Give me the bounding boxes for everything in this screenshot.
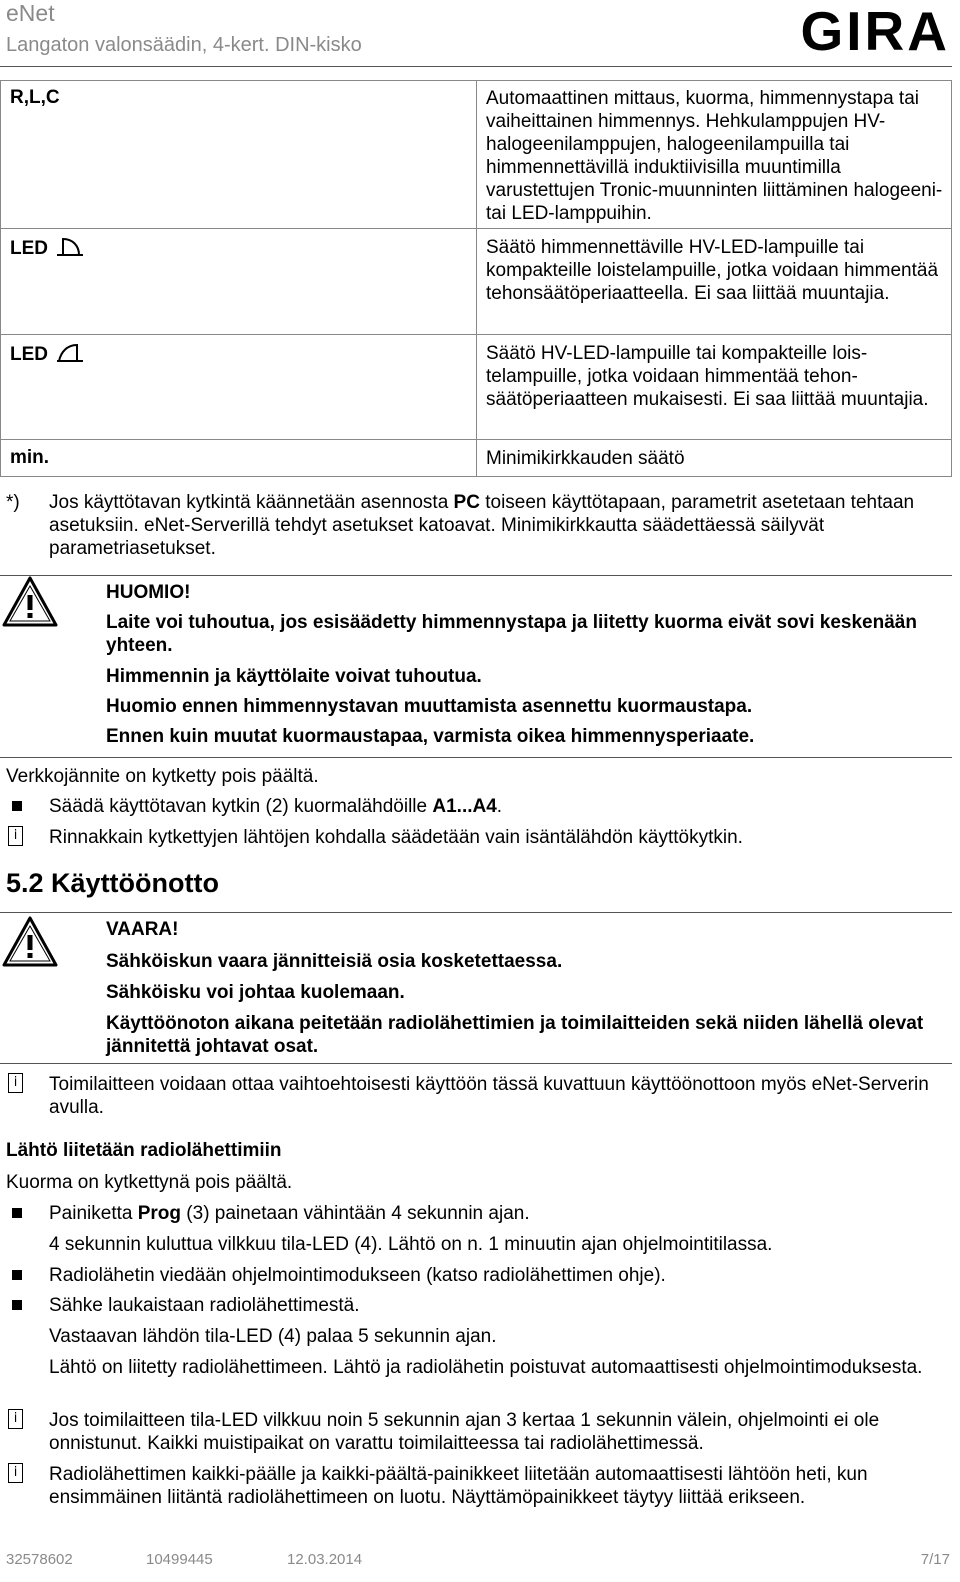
led-label: LED bbox=[10, 238, 48, 259]
step-text bbox=[49, 795, 502, 818]
subsection-heading: Lähtö liitetään radiolähettimiin bbox=[6, 1140, 282, 1161]
warning-triangle-icon bbox=[2, 916, 58, 968]
step-text-pre: Säädä käyttötavan kytkin (2) kuormalähdöille bbox=[49, 796, 433, 817]
footnote-text bbox=[49, 491, 949, 560]
step-text-bold: A1...A4 bbox=[432, 796, 497, 817]
square-bullet-icon bbox=[12, 801, 22, 811]
warning-line: Sähköisku voi johtaa kuolemaan. bbox=[106, 982, 405, 1003]
step-result: Lähtö on liitetty radiolähettimeen. Lähtö ja radiolähetin poistuvat automaattisesti ohjelmointimoduksesta. bbox=[49, 1357, 923, 1378]
table-row-description: Säätö himmennettäville HV-LED-lampuille tai kompakteille loistelampuille, jotka voidaan himmentää tehonsäätöperiaatteella. Ei saa liittää muuntajia. bbox=[486, 237, 939, 304]
info-i-icon: i bbox=[8, 826, 23, 846]
step-text-bold: Prog bbox=[137, 1203, 182, 1224]
square-bullet-icon bbox=[12, 1208, 22, 1218]
footnote-text-pre: Jos käyttötavan kytkintä käännetään asennosta bbox=[49, 492, 454, 513]
info-i-icon: i bbox=[8, 1463, 23, 1483]
square-bullet-icon bbox=[12, 1300, 22, 1310]
footnote-marker: *) bbox=[6, 492, 20, 513]
table-left-border bbox=[0, 80, 1, 477]
footer-page-number: 7/17 bbox=[920, 1551, 950, 1568]
step-text-post: . bbox=[496, 796, 503, 817]
step-text-post: (3) painetaan vähintään 4 sekunnin ajan. bbox=[181, 1203, 530, 1224]
document-title: eNet bbox=[6, 0, 55, 26]
table-row-description: Säätö HV-LED-lampuille tai kompakteille loistelampuille, jotka voidaan himmentää tehonsäätöperiaatteen mukaisesti. Ei saa liittää muuntajia. bbox=[486, 343, 929, 410]
info-text: Rinnakkain kytkettyjen lähtöjen kohdalla säädetään vain isäntälähdön käyttökytkin. bbox=[49, 827, 743, 848]
step-text: Radiolähetin viedään ohjelmointimodukseen (katso radiolähettimen ohje). bbox=[49, 1265, 666, 1286]
warning-triangle-icon bbox=[2, 576, 58, 628]
step-text: Sähke laukaistaan radiolähettimestä. bbox=[49, 1295, 360, 1316]
step-text bbox=[49, 1202, 530, 1225]
document-subtitle: Langaton valonsäädin, 4-kert. DIN-kisko bbox=[6, 34, 362, 56]
led-label: LED bbox=[10, 344, 48, 365]
brand-logo: GIRA bbox=[800, 0, 950, 62]
section-heading: 5.2 Käyttöönotto bbox=[6, 868, 219, 898]
warning-line: Sähköiskun vaara jännitteisiä osia kosketettaessa. bbox=[106, 951, 563, 972]
step-text-pre: Painiketta bbox=[49, 1203, 138, 1224]
square-bullet-icon bbox=[12, 1270, 22, 1280]
warning-line: Huomio ennen himmennystavan muuttamista asennettu kuormaustapa. bbox=[106, 696, 753, 717]
table-row-label: min. bbox=[10, 447, 50, 468]
warning-top-rule bbox=[0, 575, 952, 576]
table-row-description: Minimikirkkauden säätö bbox=[486, 448, 685, 469]
warning-line: Käyttöönoton aikana peitetään radiolähettimien ja toimilaitteiden sekä niiden lähellä olevat jännitettä johtavat osat. bbox=[106, 1013, 924, 1057]
footer-doc-number: 32578602 bbox=[6, 1551, 73, 1568]
info-text: Toimilaitteen voidaan ottaa vaihtoehtoisesti käyttöön tässä kuvattuun käyttöönottoon myös eNet-Serverin avulla. bbox=[49, 1074, 929, 1118]
table-row-description: Automaattinen mittaus, kuorma, himmennystapa tai vaiheittainen himmennys. Hehkulamppujen HV-halogeenilamppujen, halogeenilampuilla tai himmennettävillä induktiivisilla muuntimilla varustettujen Tronic-muunninten liittäminen halogeeni- tai LED-lamppuihin. bbox=[486, 88, 943, 224]
step-result: 4 sekunnin kuluttua vilkkuu tila-LED (4). Lähtö on n. 1 minuutin ajan ohjelmointitilassa. bbox=[49, 1234, 773, 1255]
warning-bottom-rule bbox=[0, 757, 952, 758]
table-row-label bbox=[10, 342, 85, 366]
info-text: Radiolähettimen kaikki-päälle ja kaikki-päältä-painikkeet liitetään automaattisesti lähtöön heti, kun ensimmäinen liitäntä radiolähettimeen on luotu. Näyttämöpainikkeet täytyy liittää erikseen. bbox=[49, 1464, 868, 1508]
warning-line: Ennen kuin muutat kuormaustapaa, varmista oikea himmennysperiaate. bbox=[106, 726, 755, 747]
precondition-text: Verkkojännite on kytketty pois päältä. bbox=[6, 766, 319, 787]
step-result: Vastaavan lähdön tila-LED (4) palaa 5 sekunnin ajan. bbox=[49, 1326, 497, 1347]
warning-top-rule bbox=[0, 912, 952, 913]
warning-heading: HUOMIO! bbox=[106, 582, 191, 603]
precondition-text: Kuorma on kytkettynä pois päältä. bbox=[6, 1172, 293, 1193]
info-i-icon: i bbox=[8, 1073, 23, 1093]
footer-code: 10499445 bbox=[146, 1551, 213, 1568]
info-text: Jos toimilaitteen tila-LED vilkkuu noin 5 sekunnin ajan 3 kertaa 1 sekunnin välein, ohjelmointi ei ole onnistunut. Kaikki muistipaikat on varattu toimilaitteessa tai radiolähettimessä. bbox=[49, 1410, 880, 1454]
table-row-label: R,L,C bbox=[10, 87, 60, 108]
info-i-icon: i bbox=[8, 1409, 23, 1429]
table-column-divider bbox=[476, 80, 477, 477]
warning-heading: VAARA! bbox=[106, 919, 179, 940]
table-row-label bbox=[10, 236, 85, 260]
footnote-text-post: toiseen käyttötapaan, parametrit asetetaan tehtaan asetuksiin. eNet-Serverillä tehdyt asetukset katoavat. Minimikirkkautta säädettäessä säilyvät parametriasetukset. bbox=[49, 492, 915, 559]
leading-edge-phase-icon bbox=[55, 342, 85, 364]
warning-line: Himmennin ja käyttölaite voivat tuhoutua. bbox=[106, 666, 482, 687]
header-rule bbox=[0, 66, 952, 67]
footer-date: 12.03.2014 bbox=[287, 1551, 363, 1568]
warning-line: Laite voi tuhoutua, jos esisäädetty himmennystapa ja liitetty kuorma eivät sovi keskenään yhteen. bbox=[106, 612, 917, 656]
trailing-edge-phase-icon bbox=[55, 236, 85, 258]
warning-bottom-rule bbox=[0, 1063, 952, 1064]
table-right-border bbox=[951, 80, 952, 477]
footnote-text-bold: PC bbox=[453, 492, 480, 513]
